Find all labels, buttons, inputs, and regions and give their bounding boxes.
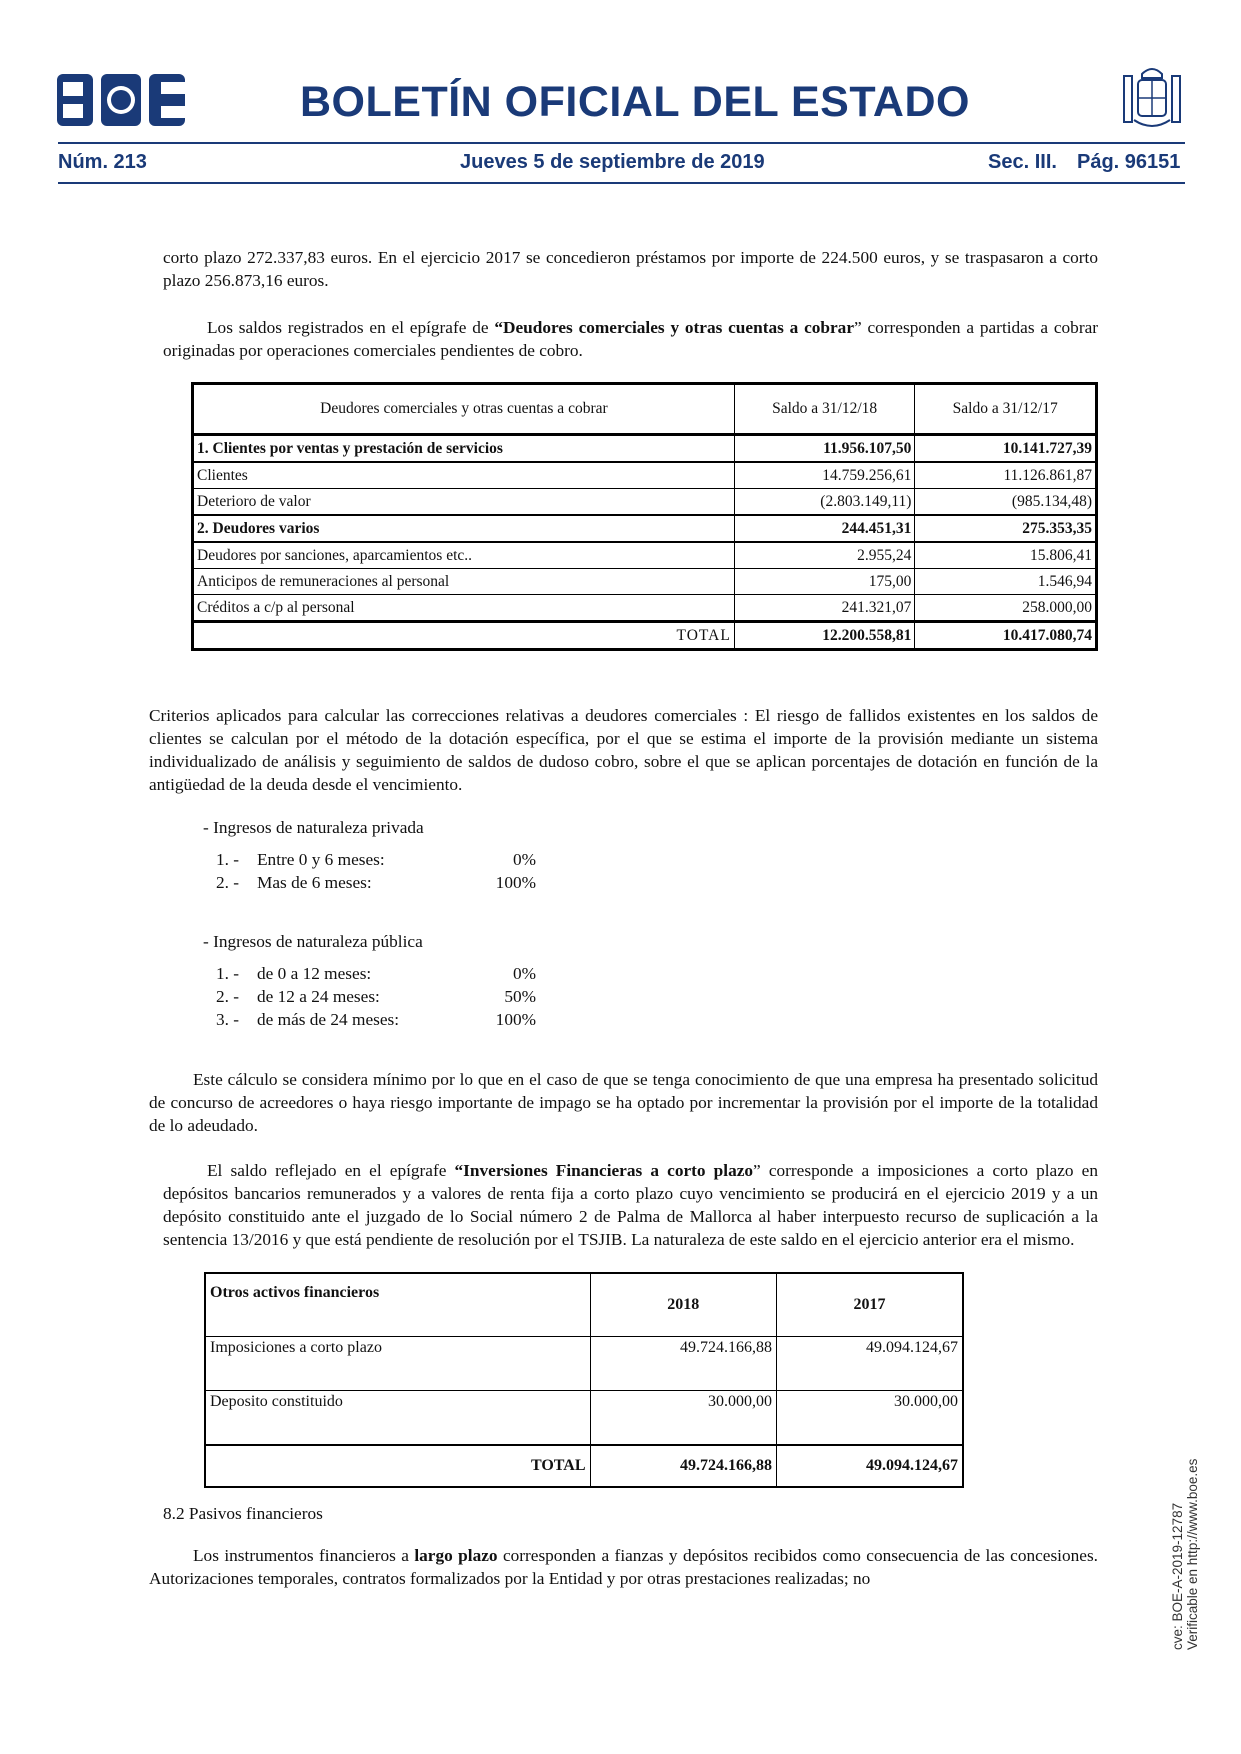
text-run: ” corresponde a imposiciones a corto plazo en depósitos bancarios remunerados y a valores de renta fija a corto plazo cuyo vencimiento se producirá en el ejercicio 2019 y a un depósito constituido ante el juzgado de lo Social número 2 de Palma de Mallorca al haber interpuesto recurso de suplicación a la sentencia 13/2016 y que está pendiente de resolución por el TSJIB. La naturaleza de este saldo en el ejercicio anterior era el mismo. bbox=[163, 1161, 1098, 1249]
column-header: Saldo a 31/12/17 bbox=[915, 384, 1097, 435]
page-title: BOLETÍN OFICIAL DEL ESTADO bbox=[300, 78, 970, 126]
issue-date: Jueves 5 de septiembre de 2019 bbox=[460, 151, 765, 173]
table-row bbox=[205, 1391, 963, 1446]
deudores-table bbox=[191, 382, 1098, 651]
value-2017: 30.000,00 bbox=[777, 1391, 964, 1446]
value-2018: 241.321,07 bbox=[734, 595, 915, 622]
privada-title: - Ingresos de naturaleza privada bbox=[203, 818, 424, 837]
value-2018: 175,00 bbox=[734, 569, 915, 595]
table-body bbox=[193, 435, 1097, 622]
section-label: Sec. III. bbox=[988, 151, 1057, 173]
total-2017: 10.417.080,74 bbox=[915, 622, 1097, 650]
item-label: de más de 24 meses: bbox=[257, 1010, 400, 1029]
text-run: Los instrumentos financieros a bbox=[193, 1546, 415, 1565]
row-label: Créditos a c/p al personal bbox=[193, 595, 735, 622]
coat-of-arms-icon bbox=[1120, 62, 1184, 132]
table-total-row bbox=[205, 1445, 963, 1487]
paragraph-loans: corto plazo 272.337,83 euros. En el ejercicio 2017 se concedieron préstamos por importe de 224.500 euros, y se traspasaron a corto plazo 256.873,16 euros. bbox=[163, 248, 1098, 290]
table-row bbox=[193, 569, 1097, 595]
header-divider-top bbox=[58, 142, 1185, 144]
total-2017: 49.094.124,67 bbox=[777, 1445, 964, 1487]
value-2018: 11.956.107,50 bbox=[734, 435, 915, 463]
text-run: El saldo reflejado en el epígrafe bbox=[207, 1161, 455, 1180]
item-number: 2. - bbox=[216, 987, 240, 1006]
value-2017: 1.546,94 bbox=[915, 569, 1097, 595]
value-2017: 11.126.861,87 bbox=[915, 462, 1097, 489]
table-row bbox=[193, 515, 1097, 542]
list-item bbox=[216, 1008, 536, 1031]
column-header: Deudores comerciales y otras cuentas a cobrar bbox=[193, 384, 735, 435]
table-row bbox=[193, 595, 1097, 622]
item-percent: 0% bbox=[512, 850, 536, 869]
row-label: Anticipos de remuneraciones al personal bbox=[193, 569, 735, 595]
paragraph-calculo: Este cálculo se considera mínimo por lo que en el caso de que se tenga conocimiento de que una empresa ha presentado solicitud de concurso de acreedores o haya riesgo importante de impago se ha optado por incrementar la provisión por el importe de la totalidad de lo adeudado. bbox=[149, 1070, 1098, 1135]
header-divider-bottom bbox=[58, 182, 1185, 184]
paragraph-criterios: Criterios aplicados para calcular las correcciones relativas a deudores comerciales : El riesgo de fallidos existentes en los saldos de clientes se calculan por el método de la dotación específica, por el que se estima el importe de la provisión mediante un sistema individualizado de análisis y seguimiento de saldos de dudoso cobro, sobre el que se aplican porcentajes de dotación en función de la antigüedad de la deuda desde el vencimiento. bbox=[149, 706, 1098, 794]
row-label: Deudores por sanciones, aparcamientos etc.. bbox=[193, 542, 735, 569]
column-header: 2017 bbox=[777, 1273, 964, 1337]
value-2018: 49.724.166,88 bbox=[590, 1337, 776, 1391]
text-run: corresponden a fianzas y depósitos recibidos como consecuencia de las concesiones. Autorizaciones temporales, contratos formalizados por la Entidad y por otras prestaciones realizadas; no bbox=[149, 1546, 1098, 1588]
total-label: TOTAL bbox=[193, 622, 735, 650]
issue-number: Núm. 213 bbox=[58, 151, 147, 173]
boe-logo bbox=[57, 74, 185, 126]
value-2017: 49.094.124,67 bbox=[777, 1337, 964, 1391]
table-row bbox=[193, 435, 1097, 463]
row-label: Deterioro de valor bbox=[193, 489, 735, 516]
value-2017: 275.353,35 bbox=[915, 515, 1097, 542]
column-header: Otros activos financieros bbox=[205, 1273, 590, 1337]
item-number: 2. - bbox=[216, 873, 240, 892]
row-label: Deposito constituido bbox=[205, 1391, 590, 1446]
item-percent: 50% bbox=[504, 987, 536, 1006]
row-label: Imposiciones a corto plazo bbox=[205, 1337, 590, 1391]
section-heading: 8.2 Pasivos financieros bbox=[163, 1504, 323, 1523]
text-run: ” corresponden a partidas a cobrar originadas por operaciones comerciales pendientes de cobro. bbox=[163, 318, 1099, 360]
value-2018: 244.451,31 bbox=[734, 515, 915, 542]
row-label: 1. Clientes por ventas y prestación de servicios bbox=[193, 435, 735, 463]
verification-side-text bbox=[1170, 1459, 1200, 1650]
total-label: TOTAL bbox=[205, 1445, 590, 1487]
table-body bbox=[205, 1337, 963, 1446]
bold-term: “Inversiones Financieras a corto plazo bbox=[454, 1161, 754, 1180]
cve-code: cve: BOE-A-2019-12787 bbox=[1170, 1502, 1185, 1650]
item-label: Mas de 6 meses: bbox=[257, 873, 372, 892]
table-header-row bbox=[205, 1273, 963, 1337]
table-row bbox=[193, 542, 1097, 569]
paragraph-deudores-intro bbox=[163, 316, 1098, 362]
list-item bbox=[216, 985, 536, 1008]
item-number: 1. - bbox=[216, 964, 240, 983]
value-2018: 2.955,24 bbox=[734, 542, 915, 569]
item-percent: 100% bbox=[495, 873, 536, 892]
bold-term: largo plazo bbox=[414, 1546, 498, 1565]
value-2017: 10.141.727,39 bbox=[915, 435, 1097, 463]
list-item bbox=[216, 848, 536, 871]
value-2018: 30.000,00 bbox=[590, 1391, 776, 1446]
publica-title: - Ingresos de naturaleza pública bbox=[203, 932, 423, 951]
item-number: 1. - bbox=[216, 850, 240, 869]
value-2018: 14.759.256,61 bbox=[734, 462, 915, 489]
paragraph-inversiones bbox=[163, 1159, 1098, 1251]
item-number: 3. - bbox=[216, 1010, 240, 1029]
value-2018: (2.803.149,11) bbox=[734, 489, 915, 516]
table-total-row bbox=[193, 622, 1097, 650]
total-2018: 12.200.558,81 bbox=[734, 622, 915, 650]
table-row bbox=[205, 1337, 963, 1391]
total-2018: 49.724.166,88 bbox=[590, 1445, 776, 1487]
item-label: Entre 0 y 6 meses: bbox=[257, 850, 385, 869]
text-run: Los saldos registrados en el epígrafe de bbox=[207, 318, 495, 337]
item-label: de 0 a 12 meses: bbox=[257, 964, 372, 983]
value-2017: 15.806,41 bbox=[915, 542, 1097, 569]
otros-activos-table bbox=[204, 1272, 964, 1488]
list-item bbox=[216, 962, 536, 985]
column-header: Saldo a 31/12/18 bbox=[734, 384, 915, 435]
table-header-row bbox=[193, 384, 1097, 435]
privada-list bbox=[216, 848, 536, 894]
publica-list bbox=[216, 962, 536, 1031]
table-row bbox=[193, 462, 1097, 489]
row-label: 2. Deudores varios bbox=[193, 515, 735, 542]
row-label: Clientes bbox=[193, 462, 735, 489]
item-percent: 0% bbox=[512, 964, 536, 983]
paragraph-pasivos bbox=[149, 1544, 1098, 1590]
column-header: 2018 bbox=[590, 1273, 776, 1337]
item-percent: 100% bbox=[495, 1010, 536, 1029]
value-2017: (985.134,48) bbox=[915, 489, 1097, 516]
value-2017: 258.000,00 bbox=[915, 595, 1097, 622]
bold-term: “Deudores comerciales y otras cuentas a cobrar bbox=[494, 318, 854, 337]
list-item bbox=[216, 871, 536, 894]
table-row bbox=[193, 489, 1097, 516]
verify-url: Verificable en http://www.boe.es bbox=[1185, 1458, 1200, 1650]
page-number: Pág. 96151 bbox=[1077, 151, 1181, 173]
item-label: de 12 a 24 meses: bbox=[257, 987, 380, 1006]
